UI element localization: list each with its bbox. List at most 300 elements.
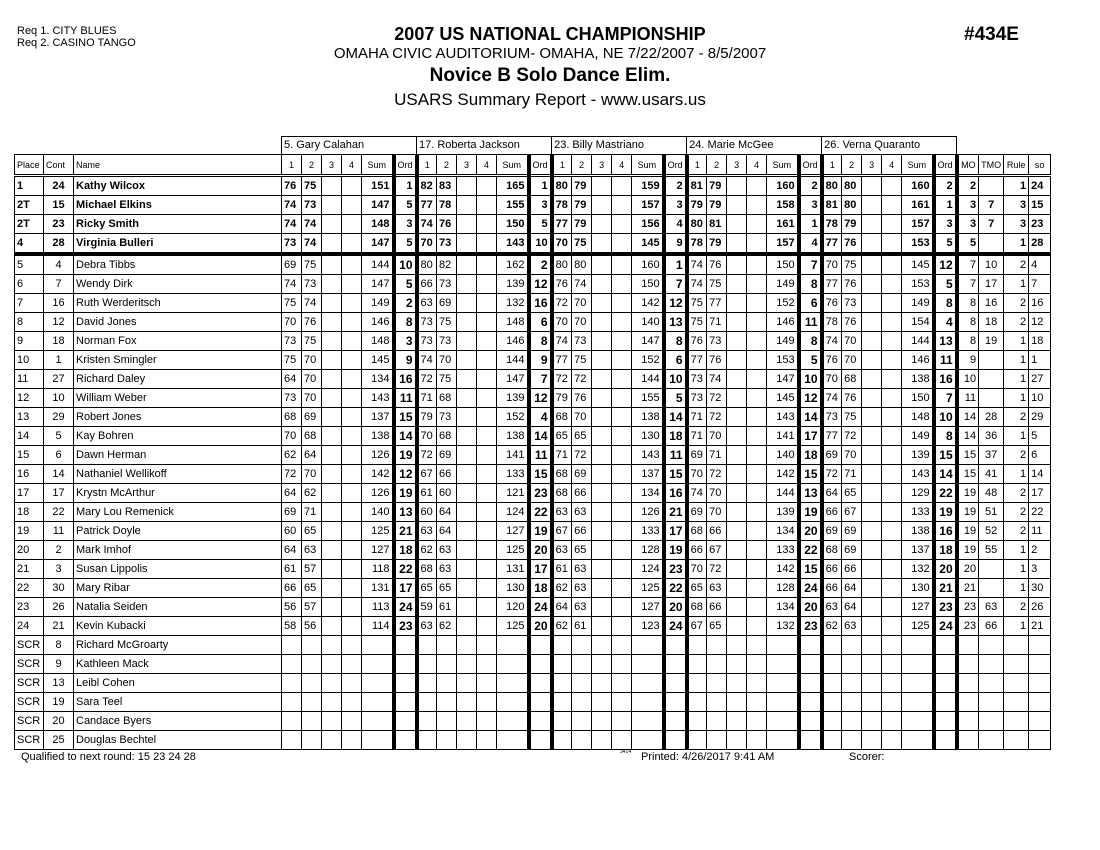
score-sum: 157 bbox=[632, 196, 664, 215]
rule-number: 2 bbox=[1004, 313, 1029, 332]
judge-ordinal: 19 bbox=[799, 503, 822, 522]
score-1 bbox=[282, 731, 302, 750]
skater-name: Kay Bohren bbox=[74, 427, 282, 446]
contestant-number: 30 bbox=[44, 579, 74, 598]
score-3 bbox=[727, 294, 747, 313]
score-4 bbox=[882, 465, 902, 484]
place-cell: 13 bbox=[15, 408, 44, 427]
table-row bbox=[15, 674, 1051, 693]
score-1: 76 bbox=[822, 294, 842, 313]
championship-title: 2007 US NATIONAL CHAMPIONSHIP bbox=[394, 24, 706, 44]
score-3 bbox=[322, 693, 342, 712]
score-2: 79 bbox=[572, 215, 592, 234]
score-2: 70 bbox=[572, 408, 592, 427]
score-1: 66 bbox=[822, 503, 842, 522]
score-1: 79 bbox=[687, 196, 707, 215]
rule-number bbox=[1004, 636, 1029, 655]
score-1 bbox=[282, 712, 302, 731]
judge-ordinal: 3 bbox=[934, 215, 957, 234]
score-sum: 143 bbox=[632, 446, 664, 465]
score-2: 75 bbox=[302, 176, 322, 196]
score-2: 76 bbox=[437, 215, 457, 234]
score-4 bbox=[747, 693, 767, 712]
score-3 bbox=[322, 370, 342, 389]
score-3 bbox=[592, 560, 612, 579]
score-3 bbox=[322, 313, 342, 332]
judge-ordinal: 8 bbox=[664, 332, 687, 351]
score-3 bbox=[457, 579, 477, 598]
score-4 bbox=[747, 712, 767, 731]
score-1: 60 bbox=[417, 503, 437, 522]
score-2 bbox=[572, 693, 592, 712]
place-cell: 6 bbox=[15, 275, 44, 294]
total-majority-ordinal: 10 bbox=[979, 254, 1004, 275]
score-4 bbox=[477, 522, 497, 541]
majority-ordinal: 9 bbox=[957, 351, 979, 370]
judge-ordinal: 4 bbox=[529, 408, 552, 427]
score-sum: 131 bbox=[497, 560, 529, 579]
contestant-number: 6 bbox=[44, 446, 74, 465]
score-sum bbox=[632, 693, 664, 712]
skater-name: Mark Imhof bbox=[74, 541, 282, 560]
score-2: 79 bbox=[707, 234, 727, 255]
score-4 bbox=[882, 636, 902, 655]
score-1: 74 bbox=[282, 196, 302, 215]
score-2: 79 bbox=[707, 176, 727, 196]
judge-ordinal: 21 bbox=[664, 503, 687, 522]
score-4 bbox=[477, 731, 497, 750]
score-2: 69 bbox=[572, 465, 592, 484]
rule-number: 1 bbox=[1004, 234, 1029, 255]
score-4 bbox=[882, 370, 902, 389]
score-2 bbox=[842, 674, 862, 693]
score-4 bbox=[882, 408, 902, 427]
score-1: 71 bbox=[417, 389, 437, 408]
score-sum: 140 bbox=[632, 313, 664, 332]
score-2 bbox=[437, 693, 457, 712]
score-2: 70 bbox=[302, 351, 322, 370]
rule-number bbox=[1004, 731, 1029, 750]
score-sum: 145 bbox=[902, 254, 934, 275]
judge-ordinal: 20 bbox=[664, 598, 687, 617]
score-2: 68 bbox=[437, 427, 457, 446]
judge-name: 17. Roberta Jackson bbox=[417, 137, 552, 155]
score-2: 65 bbox=[572, 541, 592, 560]
contestant-number: 1 bbox=[44, 351, 74, 370]
score-2 bbox=[437, 731, 457, 750]
contestant-number: 24 bbox=[44, 176, 74, 196]
score-4 bbox=[882, 484, 902, 503]
score-2: 79 bbox=[842, 215, 862, 234]
judge-header-row bbox=[15, 137, 1051, 155]
judge-ordinal: 2 bbox=[664, 176, 687, 196]
rule-number: 1 bbox=[1004, 617, 1029, 636]
judge-ordinal: 20 bbox=[934, 560, 957, 579]
score-2 bbox=[707, 693, 727, 712]
place-cell: 14 bbox=[15, 427, 44, 446]
judge-ordinal: 18 bbox=[664, 427, 687, 446]
judge-ordinal: 1 bbox=[664, 254, 687, 275]
judge-ordinal: 20 bbox=[799, 598, 822, 617]
score-2: 70 bbox=[707, 503, 727, 522]
majority-ordinal bbox=[957, 693, 979, 712]
score-sum: 148 bbox=[497, 313, 529, 332]
rule-number bbox=[1004, 655, 1029, 674]
score-sum: 127 bbox=[632, 598, 664, 617]
judge-ordinal: 3 bbox=[799, 196, 822, 215]
score-2: 72 bbox=[707, 465, 727, 484]
col-judge-2: 2 bbox=[437, 155, 457, 176]
score-sum: 152 bbox=[497, 408, 529, 427]
score-sum: 155 bbox=[632, 389, 664, 408]
score-1 bbox=[552, 636, 572, 655]
score-1: 71 bbox=[552, 446, 572, 465]
score-4 bbox=[882, 560, 902, 579]
score-3 bbox=[592, 674, 612, 693]
score-2: 70 bbox=[707, 484, 727, 503]
score-2: 75 bbox=[302, 332, 322, 351]
score-4 bbox=[612, 541, 632, 560]
score-4 bbox=[342, 503, 362, 522]
score-3 bbox=[862, 484, 882, 503]
score-4 bbox=[747, 196, 767, 215]
score-3 bbox=[592, 465, 612, 484]
score-4 bbox=[477, 579, 497, 598]
score-2: 73 bbox=[437, 234, 457, 255]
score-2 bbox=[842, 731, 862, 750]
judge-ordinal: 21 bbox=[934, 579, 957, 598]
judge-ordinal: 14 bbox=[664, 408, 687, 427]
score-1 bbox=[687, 674, 707, 693]
score-3 bbox=[592, 598, 612, 617]
majority-ordinal bbox=[957, 731, 979, 750]
score-4 bbox=[342, 313, 362, 332]
score-4 bbox=[612, 617, 632, 636]
score-3 bbox=[592, 254, 612, 275]
contestant-number: 19 bbox=[44, 693, 74, 712]
score-2: 70 bbox=[572, 294, 592, 313]
score-sum bbox=[497, 655, 529, 674]
score-2: 69 bbox=[842, 541, 862, 560]
rule-number: 2 bbox=[1004, 294, 1029, 313]
score-4 bbox=[342, 275, 362, 294]
skater-name: Nathaniel Wellikoff bbox=[74, 465, 282, 484]
col-judge-4: 4 bbox=[882, 155, 902, 176]
score-4 bbox=[612, 503, 632, 522]
place-cell: 24 bbox=[15, 617, 44, 636]
skater-name: Norman Fox bbox=[74, 332, 282, 351]
judge-ordinal: 19 bbox=[664, 541, 687, 560]
score-4 bbox=[612, 712, 632, 731]
col-judge-ord: Ord bbox=[934, 155, 957, 176]
score-1: 72 bbox=[282, 465, 302, 484]
score-4 bbox=[477, 712, 497, 731]
score-3 bbox=[457, 234, 477, 255]
skater-name: William Weber bbox=[74, 389, 282, 408]
score-1: 61 bbox=[417, 484, 437, 503]
judge-ordinal: 16 bbox=[934, 522, 957, 541]
score-3 bbox=[592, 693, 612, 712]
table-row bbox=[15, 712, 1051, 731]
score-4 bbox=[612, 313, 632, 332]
skate-order: 4 bbox=[1029, 254, 1051, 275]
total-majority-ordinal bbox=[979, 234, 1004, 255]
score-3 bbox=[457, 465, 477, 484]
score-1: 72 bbox=[552, 370, 572, 389]
score-1 bbox=[822, 693, 842, 712]
score-4 bbox=[747, 731, 767, 750]
place-cell: 22 bbox=[15, 579, 44, 598]
score-1: 80 bbox=[552, 254, 572, 275]
skater-name: Virginia Bulleri bbox=[74, 234, 282, 255]
judge-ordinal: 15 bbox=[799, 465, 822, 484]
score-3 bbox=[592, 522, 612, 541]
judge-ordinal: 7 bbox=[664, 275, 687, 294]
rule-number: 1 bbox=[1004, 389, 1029, 408]
score-3 bbox=[592, 196, 612, 215]
score-1: 64 bbox=[282, 541, 302, 560]
score-4 bbox=[342, 254, 362, 275]
score-1: 63 bbox=[822, 598, 842, 617]
score-2: 70 bbox=[842, 351, 862, 370]
rule-number: 2 bbox=[1004, 484, 1029, 503]
score-1: 74 bbox=[282, 275, 302, 294]
score-sum: 158 bbox=[767, 196, 799, 215]
score-4 bbox=[477, 465, 497, 484]
majority-ordinal bbox=[957, 674, 979, 693]
judge-ordinal bbox=[934, 655, 957, 674]
score-4 bbox=[342, 234, 362, 255]
score-2: 80 bbox=[842, 176, 862, 196]
score-3 bbox=[727, 215, 747, 234]
score-sum: 138 bbox=[632, 408, 664, 427]
judge-ordinal: 22 bbox=[394, 560, 417, 579]
score-3 bbox=[727, 408, 747, 427]
skate-order: 29 bbox=[1029, 408, 1051, 427]
judge-ordinal bbox=[664, 636, 687, 655]
total-majority-ordinal bbox=[979, 370, 1004, 389]
score-1 bbox=[417, 655, 437, 674]
score-2: 76 bbox=[707, 351, 727, 370]
col-judge-sum: Sum bbox=[902, 155, 934, 176]
score-1: 63 bbox=[417, 522, 437, 541]
contestant-number: 5 bbox=[44, 427, 74, 446]
judge-ordinal: 12 bbox=[529, 275, 552, 294]
place-cell: SCR bbox=[15, 636, 44, 655]
score-3 bbox=[592, 579, 612, 598]
score-sum bbox=[632, 636, 664, 655]
score-2: 76 bbox=[707, 254, 727, 275]
judge-ordinal: 23 bbox=[529, 484, 552, 503]
score-4 bbox=[747, 655, 767, 674]
score-4 bbox=[477, 254, 497, 275]
score-2: 72 bbox=[707, 389, 727, 408]
judge-ordinal: 16 bbox=[529, 294, 552, 313]
col-tmo: TMO bbox=[979, 155, 1004, 176]
score-sum: 140 bbox=[362, 503, 394, 522]
score-4 bbox=[612, 351, 632, 370]
col-name: Name bbox=[74, 155, 282, 176]
score-sum: 141 bbox=[497, 446, 529, 465]
score-sum: 114 bbox=[362, 617, 394, 636]
score-3 bbox=[727, 254, 747, 275]
score-sum: 139 bbox=[497, 275, 529, 294]
score-2 bbox=[437, 655, 457, 674]
score-sum: 143 bbox=[767, 408, 799, 427]
judge-ordinal: 22 bbox=[799, 541, 822, 560]
score-3 bbox=[727, 731, 747, 750]
judge-ordinal bbox=[934, 693, 957, 712]
score-2: 74 bbox=[572, 275, 592, 294]
score-sum: 144 bbox=[767, 484, 799, 503]
judge-ordinal: 4 bbox=[934, 313, 957, 332]
score-sum: 124 bbox=[497, 503, 529, 522]
score-1: 73 bbox=[417, 313, 437, 332]
score-2: 57 bbox=[302, 560, 322, 579]
score-2: 67 bbox=[842, 503, 862, 522]
score-4 bbox=[882, 731, 902, 750]
score-4 bbox=[477, 275, 497, 294]
contestant-number: 25 bbox=[44, 731, 74, 750]
score-4 bbox=[477, 655, 497, 674]
score-1: 60 bbox=[282, 522, 302, 541]
score-2: 63 bbox=[437, 560, 457, 579]
total-majority-ordinal bbox=[979, 579, 1004, 598]
contestant-number: 15 bbox=[44, 196, 74, 215]
score-3 bbox=[322, 332, 342, 351]
score-3 bbox=[457, 176, 477, 196]
majority-ordinal: 14 bbox=[957, 408, 979, 427]
judge-ordinal: 21 bbox=[394, 522, 417, 541]
score-1: 74 bbox=[687, 254, 707, 275]
score-sum bbox=[497, 712, 529, 731]
score-3 bbox=[457, 408, 477, 427]
judge-ordinal bbox=[664, 712, 687, 731]
music-requests bbox=[17, 25, 136, 49]
table-row bbox=[15, 522, 1051, 541]
score-3 bbox=[727, 351, 747, 370]
score-sum: 165 bbox=[497, 176, 529, 196]
score-sum: 128 bbox=[767, 579, 799, 598]
score-3 bbox=[592, 215, 612, 234]
score-4 bbox=[882, 712, 902, 731]
score-1: 80 bbox=[417, 254, 437, 275]
score-1: 81 bbox=[822, 196, 842, 215]
judge-ordinal: 18 bbox=[394, 541, 417, 560]
score-1: 66 bbox=[417, 275, 437, 294]
score-2: 65 bbox=[572, 427, 592, 446]
score-3 bbox=[727, 370, 747, 389]
score-2 bbox=[302, 712, 322, 731]
score-sum: 137 bbox=[632, 465, 664, 484]
judge-ordinal: 5 bbox=[529, 215, 552, 234]
score-4 bbox=[882, 655, 902, 674]
score-2: 78 bbox=[437, 196, 457, 215]
table-row bbox=[15, 351, 1051, 370]
judge-ordinal: 1 bbox=[394, 176, 417, 196]
score-1: 74 bbox=[417, 215, 437, 234]
score-3 bbox=[862, 560, 882, 579]
score-2: 65 bbox=[302, 522, 322, 541]
judge-ordinal: 18 bbox=[934, 541, 957, 560]
score-1: 77 bbox=[687, 351, 707, 370]
score-2: 69 bbox=[437, 294, 457, 313]
score-sum: 149 bbox=[902, 427, 934, 446]
judge-ordinal: 6 bbox=[529, 313, 552, 332]
score-1 bbox=[282, 655, 302, 674]
rule-number: 1 bbox=[1004, 275, 1029, 294]
judge-ordinal: 15 bbox=[934, 446, 957, 465]
score-4 bbox=[612, 484, 632, 503]
score-4 bbox=[882, 541, 902, 560]
skate-order: 17 bbox=[1029, 484, 1051, 503]
rule-number: 1 bbox=[1004, 332, 1029, 351]
rule-number: 2 bbox=[1004, 503, 1029, 522]
score-sum: 152 bbox=[632, 351, 664, 370]
score-3 bbox=[592, 446, 612, 465]
score-2: 67 bbox=[707, 541, 727, 560]
judge-ordinal: 3 bbox=[394, 332, 417, 351]
place-cell: SCR bbox=[15, 693, 44, 712]
score-1: 75 bbox=[687, 313, 707, 332]
judge-ordinal: 9 bbox=[394, 351, 417, 370]
score-sum: 155 bbox=[497, 196, 529, 215]
place-cell: 23 bbox=[15, 598, 44, 617]
judge-ordinal: 22 bbox=[664, 579, 687, 598]
score-3 bbox=[862, 176, 882, 196]
rule-number: 2 bbox=[1004, 408, 1029, 427]
score-2: 70 bbox=[302, 465, 322, 484]
score-3 bbox=[322, 598, 342, 617]
score-sum: 132 bbox=[902, 560, 934, 579]
table-row bbox=[15, 234, 1051, 255]
judge-ordinal: 23 bbox=[934, 598, 957, 617]
table-row bbox=[15, 693, 1051, 712]
skate-order: 23 bbox=[1029, 215, 1051, 234]
score-sum: 161 bbox=[902, 196, 934, 215]
score-3 bbox=[592, 234, 612, 255]
score-1: 68 bbox=[417, 560, 437, 579]
score-2: 72 bbox=[572, 446, 592, 465]
score-sum: 124 bbox=[632, 560, 664, 579]
score-3 bbox=[862, 196, 882, 215]
score-sum: 127 bbox=[497, 522, 529, 541]
score-2 bbox=[707, 655, 727, 674]
score-sum: 147 bbox=[632, 332, 664, 351]
score-4 bbox=[747, 522, 767, 541]
judge-ordinal: 17 bbox=[394, 579, 417, 598]
score-2: 71 bbox=[302, 503, 322, 522]
score-3 bbox=[592, 503, 612, 522]
score-1 bbox=[282, 674, 302, 693]
judge-ordinal bbox=[664, 693, 687, 712]
score-1: 68 bbox=[552, 408, 572, 427]
place-cell: 11 bbox=[15, 370, 44, 389]
score-2 bbox=[707, 731, 727, 750]
qualified-list: Qualified to next round: 15 23 24 28 bbox=[21, 751, 196, 763]
score-2: 73 bbox=[302, 196, 322, 215]
score-sum: 126 bbox=[632, 503, 664, 522]
score-4 bbox=[342, 712, 362, 731]
score-2: 66 bbox=[842, 560, 862, 579]
score-1: 63 bbox=[552, 503, 572, 522]
score-2: 66 bbox=[572, 484, 592, 503]
score-1: 74 bbox=[687, 484, 707, 503]
rule-number: 1 bbox=[1004, 176, 1029, 196]
score-sum: 149 bbox=[362, 294, 394, 313]
score-4 bbox=[477, 674, 497, 693]
score-1: 72 bbox=[822, 465, 842, 484]
